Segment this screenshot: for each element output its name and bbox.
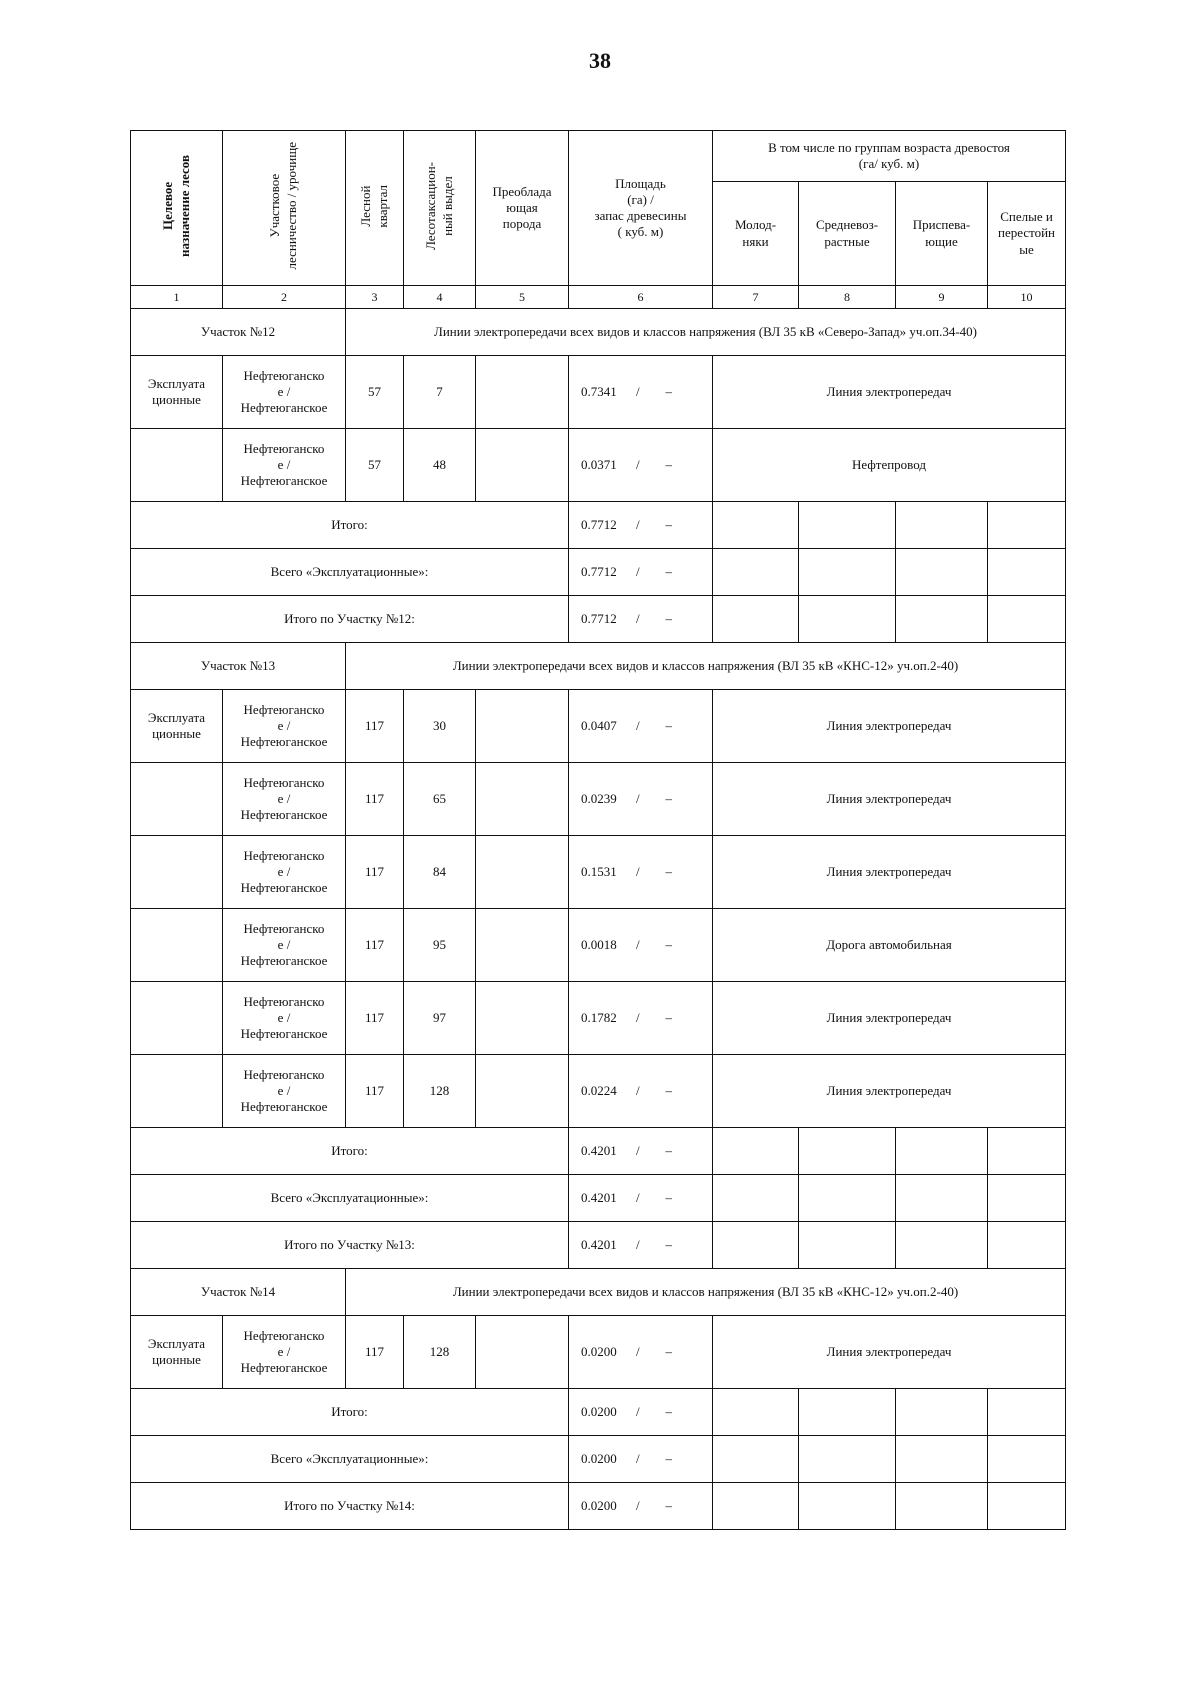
age-group-cell xyxy=(713,1389,799,1436)
column-number: 3 xyxy=(346,286,404,309)
cell-species xyxy=(476,836,569,909)
age-group-cell xyxy=(799,1436,896,1483)
cell-vydel: 7 xyxy=(404,356,476,429)
cell-quarter: 117 xyxy=(346,1316,404,1389)
cell-vydel: 30 xyxy=(404,690,476,763)
forest-area-table xyxy=(130,130,1066,1530)
area-value: 0.7341 xyxy=(581,383,617,399)
column-number: 4 xyxy=(404,286,476,309)
cell-forestry: Нефтеюганско е / Нефтеюганское xyxy=(223,909,346,982)
total-label: Итого по Участку №14: xyxy=(131,1483,569,1530)
area-value: 0.0239 xyxy=(581,790,617,806)
area-slash: / xyxy=(635,1082,640,1098)
stock-value: – xyxy=(665,1142,672,1158)
area-value: 0.0200 xyxy=(581,1450,617,1466)
area-value-cell xyxy=(569,1128,713,1175)
age-group-cell xyxy=(988,596,1066,643)
cell-forestry: Нефтеюганско е / Нефтеюганское xyxy=(223,1316,346,1389)
area-value: 0.0018 xyxy=(581,936,617,952)
area-slash: / xyxy=(635,1497,640,1513)
age-group-cell xyxy=(988,1389,1066,1436)
area-slash: / xyxy=(635,1403,640,1419)
column-numbers xyxy=(131,286,1066,309)
age-group-cell xyxy=(896,1483,988,1530)
cell-species xyxy=(476,763,569,836)
age-group-cell xyxy=(799,1483,896,1530)
cell-quarter: 117 xyxy=(346,836,404,909)
cell-vydel: 128 xyxy=(404,1316,476,1389)
total-label: Всего «Эксплуатационные»: xyxy=(131,1436,569,1483)
area-value: 0.0407 xyxy=(581,717,617,733)
cell-vydel: 84 xyxy=(404,836,476,909)
cell-purpose: Эксплуата ционные xyxy=(131,690,223,763)
total-row xyxy=(131,1222,1066,1269)
area-value-cell xyxy=(569,1316,713,1389)
age-group-cell xyxy=(896,1389,988,1436)
area-value-cell xyxy=(569,502,713,549)
stock-value: – xyxy=(665,1236,672,1252)
section-description: Линии электропередачи всех видов и классов напряжения (ВЛ 35 кВ «КНС-12» уч.оп.2-40) xyxy=(346,643,1066,690)
age-group-cell xyxy=(713,596,799,643)
area-slash: / xyxy=(635,1189,640,1205)
cell-note: Линия электропередач xyxy=(713,982,1066,1055)
cell-forestry: Нефтеюганско е / Нефтеюганское xyxy=(223,1055,346,1128)
column-number: 9 xyxy=(896,286,988,309)
area-value-cell xyxy=(569,909,713,982)
age-group-cell xyxy=(988,1128,1066,1175)
table-row xyxy=(131,982,1066,1055)
area-value-cell xyxy=(569,1436,713,1483)
age-group-cell xyxy=(896,1128,988,1175)
total-label: Итого по Участку №12: xyxy=(131,596,569,643)
table-body xyxy=(131,309,1066,1530)
table-row xyxy=(131,836,1066,909)
cell-purpose xyxy=(131,909,223,982)
cell-quarter: 57 xyxy=(346,429,404,502)
cell-species xyxy=(476,690,569,763)
column-number: 5 xyxy=(476,286,569,309)
area-slash: / xyxy=(635,1343,640,1359)
cell-vydel: 65 xyxy=(404,763,476,836)
cell-purpose xyxy=(131,982,223,1055)
total-row xyxy=(131,502,1066,549)
cell-note: Линия электропередач xyxy=(713,1316,1066,1389)
area-slash: / xyxy=(635,1142,640,1158)
cell-forestry: Нефтеюганско е / Нефтеюганское xyxy=(223,690,346,763)
stock-value: – xyxy=(665,1189,672,1205)
cell-species xyxy=(476,982,569,1055)
cell-note: Линия электропередач xyxy=(713,763,1066,836)
cell-vydel: 97 xyxy=(404,982,476,1055)
stock-value: – xyxy=(665,383,672,399)
age-group-cell xyxy=(713,549,799,596)
area-value: 0.1782 xyxy=(581,1009,617,1025)
total-row xyxy=(131,1436,1066,1483)
cell-purpose xyxy=(131,763,223,836)
header-mature: Спелые и перестойн ые xyxy=(988,182,1066,286)
area-value: 0.7712 xyxy=(581,516,617,532)
total-row xyxy=(131,1128,1066,1175)
cell-species xyxy=(476,909,569,982)
age-group-cell xyxy=(713,1222,799,1269)
stock-value: – xyxy=(665,717,672,733)
stock-value: – xyxy=(665,610,672,626)
area-value: 0.0200 xyxy=(581,1497,617,1513)
column-number: 8 xyxy=(799,286,896,309)
cell-quarter: 117 xyxy=(346,690,404,763)
age-group-cell xyxy=(988,502,1066,549)
age-group-cell xyxy=(713,1128,799,1175)
total-label: Всего «Эксплуатационные»: xyxy=(131,1175,569,1222)
area-value: 0.4201 xyxy=(581,1189,617,1205)
cell-quarter: 117 xyxy=(346,763,404,836)
cell-quarter: 117 xyxy=(346,1055,404,1128)
cell-purpose xyxy=(131,1055,223,1128)
stock-value: – xyxy=(665,563,672,579)
column-number: 1 xyxy=(131,286,223,309)
total-row xyxy=(131,1389,1066,1436)
area-value: 0.1531 xyxy=(581,863,617,879)
area-value-cell xyxy=(569,596,713,643)
table-row xyxy=(131,690,1066,763)
section-title: Участок №12 xyxy=(131,309,346,356)
area-slash: / xyxy=(635,1009,640,1025)
area-value: 0.0371 xyxy=(581,456,617,472)
cell-vydel: 95 xyxy=(404,909,476,982)
age-group-cell xyxy=(799,596,896,643)
stock-value: – xyxy=(665,1403,672,1419)
total-label: Всего «Эксплуатационные»: xyxy=(131,549,569,596)
age-group-cell xyxy=(799,1222,896,1269)
area-value-cell xyxy=(569,1222,713,1269)
column-number: 2 xyxy=(223,286,346,309)
header-forestry: Участковое лесничество / урочище xyxy=(223,131,346,286)
area-slash: / xyxy=(635,1236,640,1252)
area-slash: / xyxy=(635,383,640,399)
page-number: 38 xyxy=(589,48,611,73)
age-group-cell xyxy=(799,1389,896,1436)
cell-purpose: Эксплуата ционные xyxy=(131,356,223,429)
section-row xyxy=(131,309,1066,356)
area-slash: / xyxy=(635,563,640,579)
cell-note: Линия электропередач xyxy=(713,690,1066,763)
area-value-cell xyxy=(569,1175,713,1222)
area-value-cell xyxy=(569,1055,713,1128)
cell-quarter: 117 xyxy=(346,909,404,982)
total-label: Итого: xyxy=(131,1128,569,1175)
table-row xyxy=(131,763,1066,836)
cell-purpose xyxy=(131,836,223,909)
cell-quarter: 57 xyxy=(346,356,404,429)
section-row xyxy=(131,1269,1066,1316)
age-group-cell xyxy=(799,502,896,549)
cell-forestry: Нефтеюганско е / Нефтеюганское xyxy=(223,982,346,1055)
area-value: 0.0200 xyxy=(581,1343,617,1359)
table-row xyxy=(131,1316,1066,1389)
header-species: Преоблада ющая порода xyxy=(476,131,569,286)
table-header xyxy=(131,131,1066,309)
area-value: 0.4201 xyxy=(581,1236,617,1252)
age-group-cell xyxy=(896,502,988,549)
cell-note: Дорога автомобильная xyxy=(713,909,1066,982)
cell-forestry: Нефтеюганско е / Нефтеюганское xyxy=(223,763,346,836)
total-label: Итого: xyxy=(131,502,569,549)
total-label: Итого по Участку №13: xyxy=(131,1222,569,1269)
area-value-cell xyxy=(569,356,713,429)
column-number: 7 xyxy=(713,286,799,309)
total-row xyxy=(131,549,1066,596)
area-slash: / xyxy=(635,717,640,733)
header-vydel: Лесотаксацион- ный выдел xyxy=(404,131,476,286)
header-purpose: Целевое назначение лесов xyxy=(131,131,223,286)
header-area: Площадь (га) / запас древесины ( куб. м) xyxy=(569,131,713,286)
cell-note: Линия электропередач xyxy=(713,356,1066,429)
section-description: Линии электропередачи всех видов и классов напряжения (ВЛ 35 кВ «КНС-12» уч.оп.2-40) xyxy=(346,1269,1066,1316)
area-slash: / xyxy=(635,863,640,879)
table-row xyxy=(131,1055,1066,1128)
area-slash: / xyxy=(635,936,640,952)
header-maturing: Приспева- ющие xyxy=(896,182,988,286)
age-group-cell xyxy=(896,1222,988,1269)
header-middle-aged: Средневоз- растные xyxy=(799,182,896,286)
total-label: Итого: xyxy=(131,1389,569,1436)
age-group-cell xyxy=(896,596,988,643)
age-group-cell xyxy=(988,1483,1066,1530)
age-group-cell xyxy=(799,1128,896,1175)
header-young: Молод- няки xyxy=(713,182,799,286)
column-number: 10 xyxy=(988,286,1066,309)
area-slash: / xyxy=(635,1450,640,1466)
area-slash: / xyxy=(635,516,640,532)
cell-note: Линия электропередач xyxy=(713,1055,1066,1128)
table-row xyxy=(131,909,1066,982)
header-quarter: Лесной квартал xyxy=(346,131,404,286)
age-group-cell xyxy=(713,502,799,549)
area-slash: / xyxy=(635,456,640,472)
age-group-cell xyxy=(799,549,896,596)
area-value-cell xyxy=(569,429,713,502)
table-row xyxy=(131,356,1066,429)
area-slash: / xyxy=(635,790,640,806)
cell-species xyxy=(476,1055,569,1128)
cell-quarter: 117 xyxy=(346,982,404,1055)
total-row xyxy=(131,596,1066,643)
age-group-cell xyxy=(896,549,988,596)
area-value-cell xyxy=(569,1389,713,1436)
age-group-cell xyxy=(713,1483,799,1530)
column-number: 6 xyxy=(569,286,713,309)
age-group-cell xyxy=(896,1175,988,1222)
stock-value: – xyxy=(665,1009,672,1025)
stock-value: – xyxy=(665,1343,672,1359)
section-description: Линии электропередачи всех видов и классов напряжения (ВЛ 35 кВ «Северо-Запад» уч.оп.34-40) xyxy=(346,309,1066,356)
cell-purpose xyxy=(131,429,223,502)
header-age-groups: В том числе по группам возраста древостоя (га/ куб. м) xyxy=(713,131,1066,182)
stock-value: – xyxy=(665,456,672,472)
stock-value: – xyxy=(665,1082,672,1098)
area-value-cell xyxy=(569,982,713,1055)
area-value: 0.0224 xyxy=(581,1082,617,1098)
stock-value: – xyxy=(665,936,672,952)
section-row xyxy=(131,643,1066,690)
section-title: Участок №14 xyxy=(131,1269,346,1316)
age-group-cell xyxy=(799,1175,896,1222)
age-group-cell xyxy=(713,1436,799,1483)
cell-forestry: Нефтеюганско е / Нефтеюганское xyxy=(223,429,346,502)
section-title: Участок №13 xyxy=(131,643,346,690)
cell-vydel: 128 xyxy=(404,1055,476,1128)
total-row xyxy=(131,1175,1066,1222)
age-group-cell xyxy=(988,1175,1066,1222)
area-value-cell xyxy=(569,836,713,909)
area-value-cell xyxy=(569,690,713,763)
area-value-cell xyxy=(569,763,713,836)
area-value: 0.7712 xyxy=(581,610,617,626)
age-group-cell xyxy=(896,1436,988,1483)
cell-forestry: Нефтеюганско е / Нефтеюганское xyxy=(223,836,346,909)
table-row xyxy=(131,429,1066,502)
area-value: 0.4201 xyxy=(581,1142,617,1158)
cell-species xyxy=(476,356,569,429)
cell-vydel: 48 xyxy=(404,429,476,502)
stock-value: – xyxy=(665,1450,672,1466)
area-value-cell xyxy=(569,1483,713,1530)
age-group-cell xyxy=(988,1436,1066,1483)
area-value: 0.7712 xyxy=(581,563,617,579)
age-group-cell xyxy=(988,549,1066,596)
cell-note: Нефтепровод xyxy=(713,429,1066,502)
cell-note: Линия электропередач xyxy=(713,836,1066,909)
cell-forestry: Нефтеюганско е / Нефтеюганское xyxy=(223,356,346,429)
stock-value: – xyxy=(665,516,672,532)
area-slash: / xyxy=(635,610,640,626)
cell-species xyxy=(476,429,569,502)
age-group-cell xyxy=(713,1175,799,1222)
stock-value: – xyxy=(665,1497,672,1513)
stock-value: – xyxy=(665,790,672,806)
area-value: 0.0200 xyxy=(581,1403,617,1419)
total-row xyxy=(131,1483,1066,1530)
stock-value: – xyxy=(665,863,672,879)
cell-purpose: Эксплуата ционные xyxy=(131,1316,223,1389)
age-group-cell xyxy=(988,1222,1066,1269)
area-value-cell xyxy=(569,549,713,596)
cell-species xyxy=(476,1316,569,1389)
